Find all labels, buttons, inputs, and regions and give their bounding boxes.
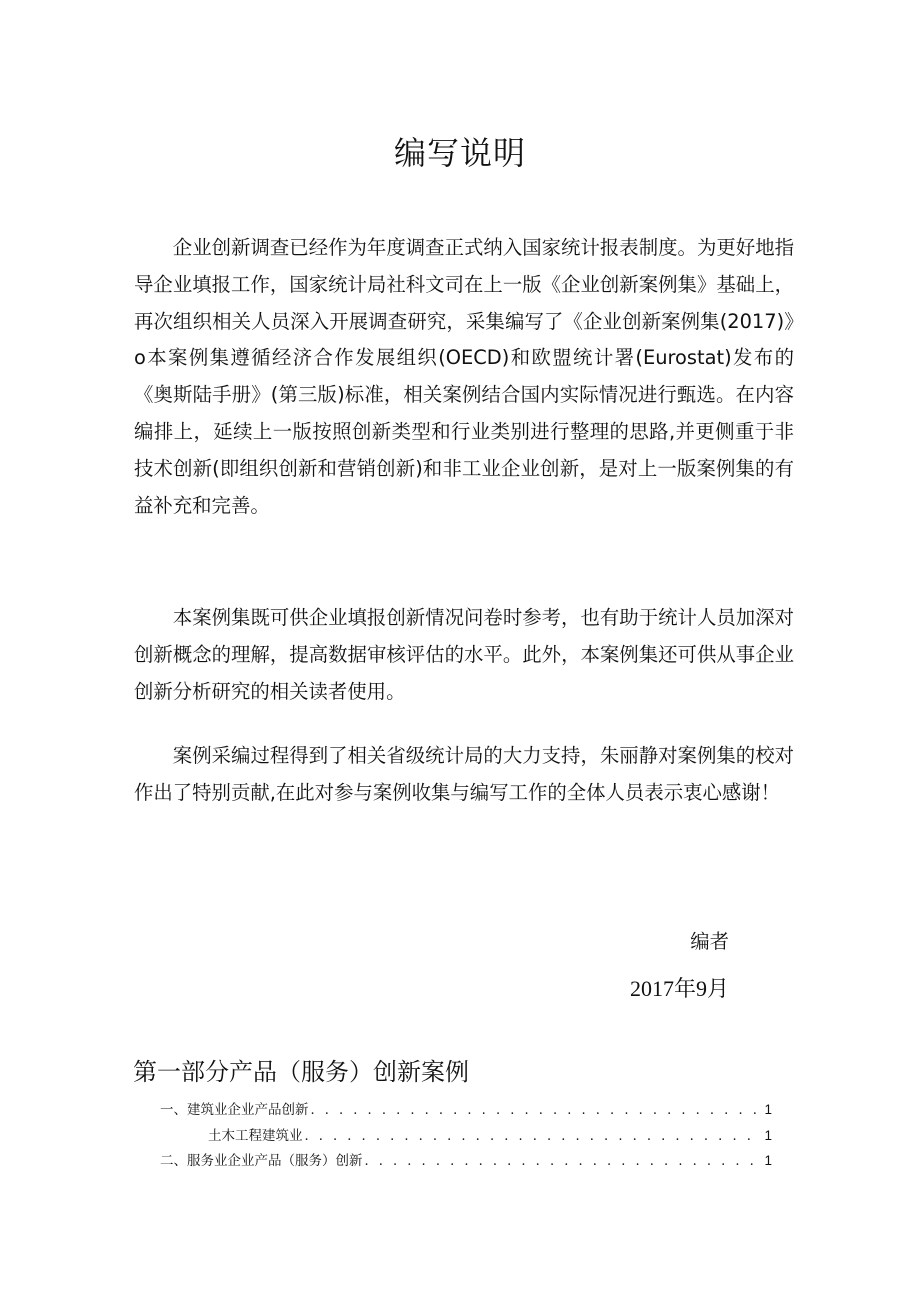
paragraph-usage: 本案例集既可供企业填报创新情况问卷时参考，也有助于统计人员加深对创新概念的理解，提高数据审核评估的水平。此外，本案例集还可供从事企业创新分析研究的相关读者使用。: [134, 606, 794, 703]
signature-date: 2017年9月: [629, 976, 729, 1001]
toc-entry-label: 土木工程建筑业: [208, 1128, 303, 1144]
toc-leader-dots: [365, 1154, 763, 1169]
toc-leader-dots: [305, 1129, 763, 1144]
toc-entry[interactable]: [160, 1098, 772, 1118]
toc-entry-label: 二、服务业企业产品（服务）创新: [160, 1153, 363, 1169]
toc-section-heading: 第一部分产品（服务）创新案例: [133, 1058, 469, 1086]
page-title: 编写说明: [393, 134, 526, 172]
signature-author: 编者: [690, 930, 729, 953]
paragraph-intro: 企业创新调查已经作为年度调查正式纳入国家统计报表制度。为更好地指导企业填报工作，国家统计局社科文司在上一版《企业创新案例集》基础上，再次组织相关人员深入开展调查研究，采集编写了《企业创新案例集(2017)》o本案例集遵循经济合作发展组织(OECD)和欧盟统计署(Eurostat)发布的《奥斯陆手册》(第三版)标准，相关案例结合国内实际情况进行甄选。在内容编排上，延续上一版按照创新类型和行业类别进行整理的思路,并更侧重于非技术创新(即组织创新和营销创新)和非工业企业创新，是对上一版案例集的有益补充和完善。: [134, 236, 794, 517]
toc-entry-label: 一、建筑业企业产品创新: [160, 1102, 309, 1118]
toc-leader-dots: [311, 1103, 763, 1118]
toc-entry[interactable]: [160, 1124, 772, 1144]
toc-entry-page: 1: [764, 1128, 772, 1143]
toc-entry-page: 1: [764, 1102, 772, 1117]
paragraph-acknowledgement: 案例采编过程得到了相关省级统计局的大力支持，朱丽静对案例集的校对作出了特别贡献,在此对参与案例收集与编写工作的全体人员表示衷心感谢！: [134, 744, 794, 804]
toc-entry[interactable]: [160, 1149, 772, 1169]
toc-entry-page: 1: [764, 1153, 772, 1168]
